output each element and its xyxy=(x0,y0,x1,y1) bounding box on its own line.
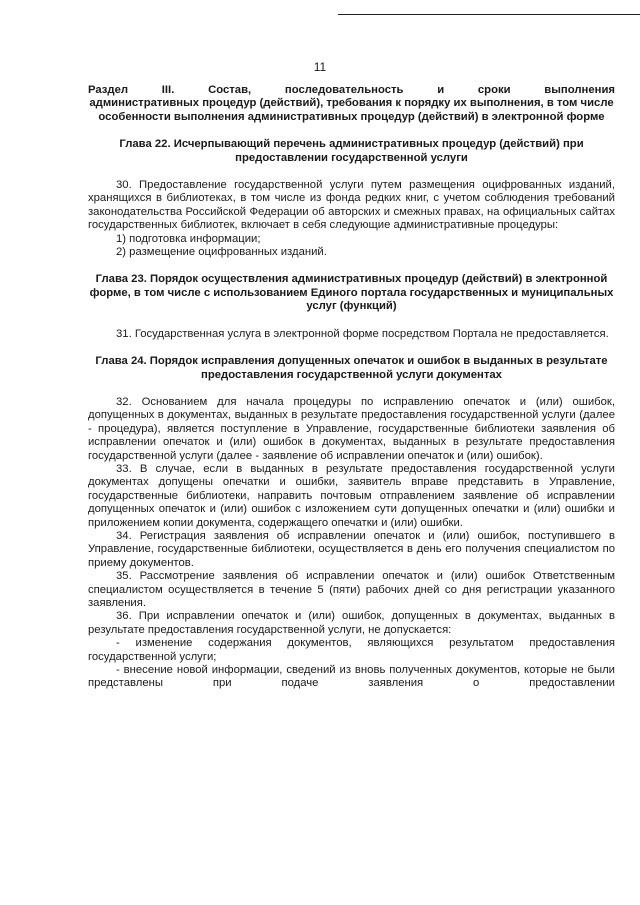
paragraph-30: 30. Предоставление государственной услуги путем размещения оцифрованных изданий, хранящихся в библиотеках, в том числе из фонда редких книг, с учетом соблюдения требований законодательства Российской Федерации об авторских и смежных правах, на официальных сайтах государственных библиотек, включает в себя следующие административные процедуры: xyxy=(88,179,615,232)
list-item: - внесение новой информации, сведений из вновь полученных документов, которые не были представлены при подаче заявления о предоставлении xyxy=(88,664,615,690)
list-item: 2) размещение оцифрованных изданий. xyxy=(116,246,327,259)
paragraph-31: 31. Государственная услуга в электронной форме посредством Портала не предоставляется. xyxy=(116,327,609,340)
paragraph-33: 33. В случае, если в выданных в результате предоставления государственной услуги документах допущены опечатки и ошибки, заявитель вправе представить в Управление, государственные библиотеки, направить почтовым отправлением заявление об исправлении допущенных опечаток и (или) ошибок с изложением сути допущенных опечатки и (или) ошибки и приложением копии документа, содержащего опечатки и (или) ошибки. xyxy=(88,462,615,529)
spacer xyxy=(88,124,615,138)
chapter-24-title: Глава 24. Порядок исправления допущенных опечаток и ошибок в выданных в результате предоставления государственной услуги документах xyxy=(95,355,608,381)
document-body xyxy=(88,84,615,691)
paragraph-32: 32. Основанием для начала процедуры по исправлению опечаток и (или) ошибок, допущенных в документах, выданных в результате предоставления государственной услуги (далее - процедура), является поступление в Управление, государственные библиотеки заявления об исправлении опечаток и (или) ошибок в документах, выданных в результате предоставления государственной услуги (далее - заявление об исправлении опечаток и (или) ошибок). xyxy=(88,395,615,462)
section-title: административных процедур (действий), требования к порядку их выполнения, в том числе особенности выполнения административных процедур (действий) в электронной форме xyxy=(89,97,614,123)
chapter-23-title: Глава 23. Порядок осуществления административных процедур (действий) в электронной форме, в том числе с использованием Единого портала государственных и муниципальных услуг (функций) xyxy=(89,273,614,313)
spacer xyxy=(88,314,615,328)
paragraph-34: 34. Регистрация заявления об исправлении опечаток и (или) ошибок, поступившего в Управление, государственные библиотеки, осуществляется в день его получения специалистом по приему документов. xyxy=(88,529,615,569)
list-item: - изменение содержания документов, являющихся результатом предоставления государственной услуги; xyxy=(88,637,615,663)
paragraph-36: 36. При исправлении опечаток и (или) ошибок, допущенных в документах, выданных в результате предоставления государственной услуги, не допускается: xyxy=(88,610,615,636)
chapter-22-title: Глава 22. Исчерпывающий перечень административных процедур (действий) при предоставлении государственной услуги xyxy=(119,138,584,164)
spacer xyxy=(88,259,615,273)
section-title-line1: Раздел III. Состав, последовательность и сроки выполнения xyxy=(88,84,615,96)
top-rule xyxy=(338,14,640,15)
list-item: 1) подготовка информации; xyxy=(116,232,261,245)
spacer xyxy=(88,341,615,355)
page-number: 11 xyxy=(313,60,327,74)
spacer xyxy=(88,382,615,396)
paragraph-35: 35. Рассмотрение заявления об исправлении опечаток и (или) ошибок Ответственным специалистом осуществляется в течение 5 (пяти) рабочих дней со дня регистрации указанного заявления. xyxy=(88,570,615,609)
spacer xyxy=(88,165,615,179)
